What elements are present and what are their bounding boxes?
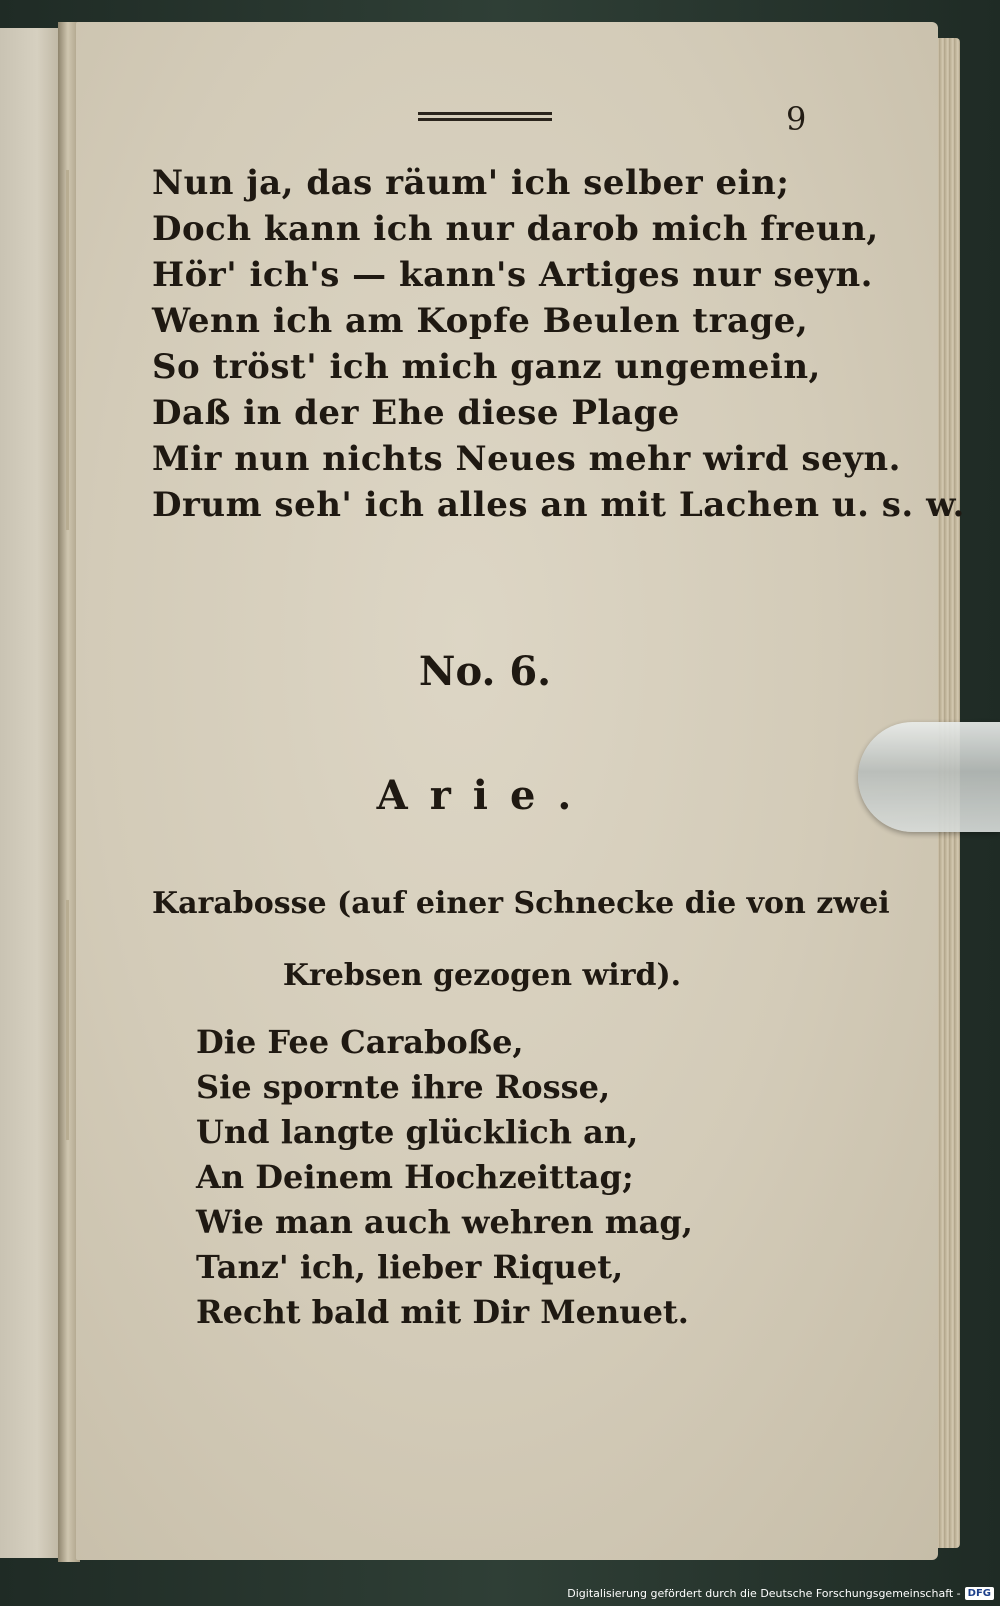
ornamental-rule bbox=[418, 112, 552, 130]
verse-line: Drum seh' ich alles an mit Lachen u. s. w. bbox=[152, 485, 965, 525]
verse-line: An Deinem Hochzeittag; bbox=[196, 1158, 634, 1196]
verse-line: So tröst' ich mich ganz ungemein, bbox=[152, 347, 821, 387]
dfg-logo: DFG bbox=[965, 1587, 994, 1600]
verse-line: Hör' ich's — kann's Artiges nur seyn. bbox=[152, 255, 874, 295]
verse-line: Doch kann ich nur darob mich freun, bbox=[152, 209, 879, 249]
verse-line: Sie spornte ihre Rosse, bbox=[196, 1068, 611, 1106]
funding-footer bbox=[567, 1584, 994, 1602]
verse-line: Tanz' ich, lieber Riquet, bbox=[196, 1248, 624, 1286]
binding-thread bbox=[66, 170, 69, 530]
verse-line: Mir nun nichts Neues mehr wird seyn. bbox=[152, 439, 901, 479]
verse-line: Daß in der Ehe diese Plage bbox=[152, 393, 680, 433]
stage-direction bbox=[152, 868, 890, 1012]
verse-line: Wenn ich am Kopfe Beulen trage, bbox=[152, 301, 809, 341]
stage-direction-line: Karabosse (auf einer Schnecke die von zwei bbox=[152, 886, 890, 921]
verse-stanza bbox=[152, 160, 965, 528]
verse-line: Und langte glücklich an, bbox=[196, 1113, 639, 1151]
stage-direction-line: Krebsen gezogen wird). bbox=[282, 958, 682, 993]
binding-thread bbox=[66, 900, 69, 1140]
aria-verse bbox=[196, 1020, 693, 1335]
verse-line: Die Fee Caraboße, bbox=[196, 1023, 524, 1061]
section-title: Arie. bbox=[376, 772, 594, 819]
verse-line: Wie man auch wehren mag, bbox=[196, 1203, 693, 1241]
page-number: 9 bbox=[786, 100, 807, 138]
section-number: No. 6. bbox=[418, 648, 552, 695]
verse-line: Recht bald mit Dir Menuet. bbox=[196, 1293, 689, 1331]
verse-line: Nun ja, das räum' ich selber ein; bbox=[152, 163, 790, 203]
funding-text: Digitalisierung gefördert durch die Deutsche Forschungsgemeinschaft - bbox=[567, 1586, 961, 1600]
page-clip bbox=[858, 722, 1000, 832]
